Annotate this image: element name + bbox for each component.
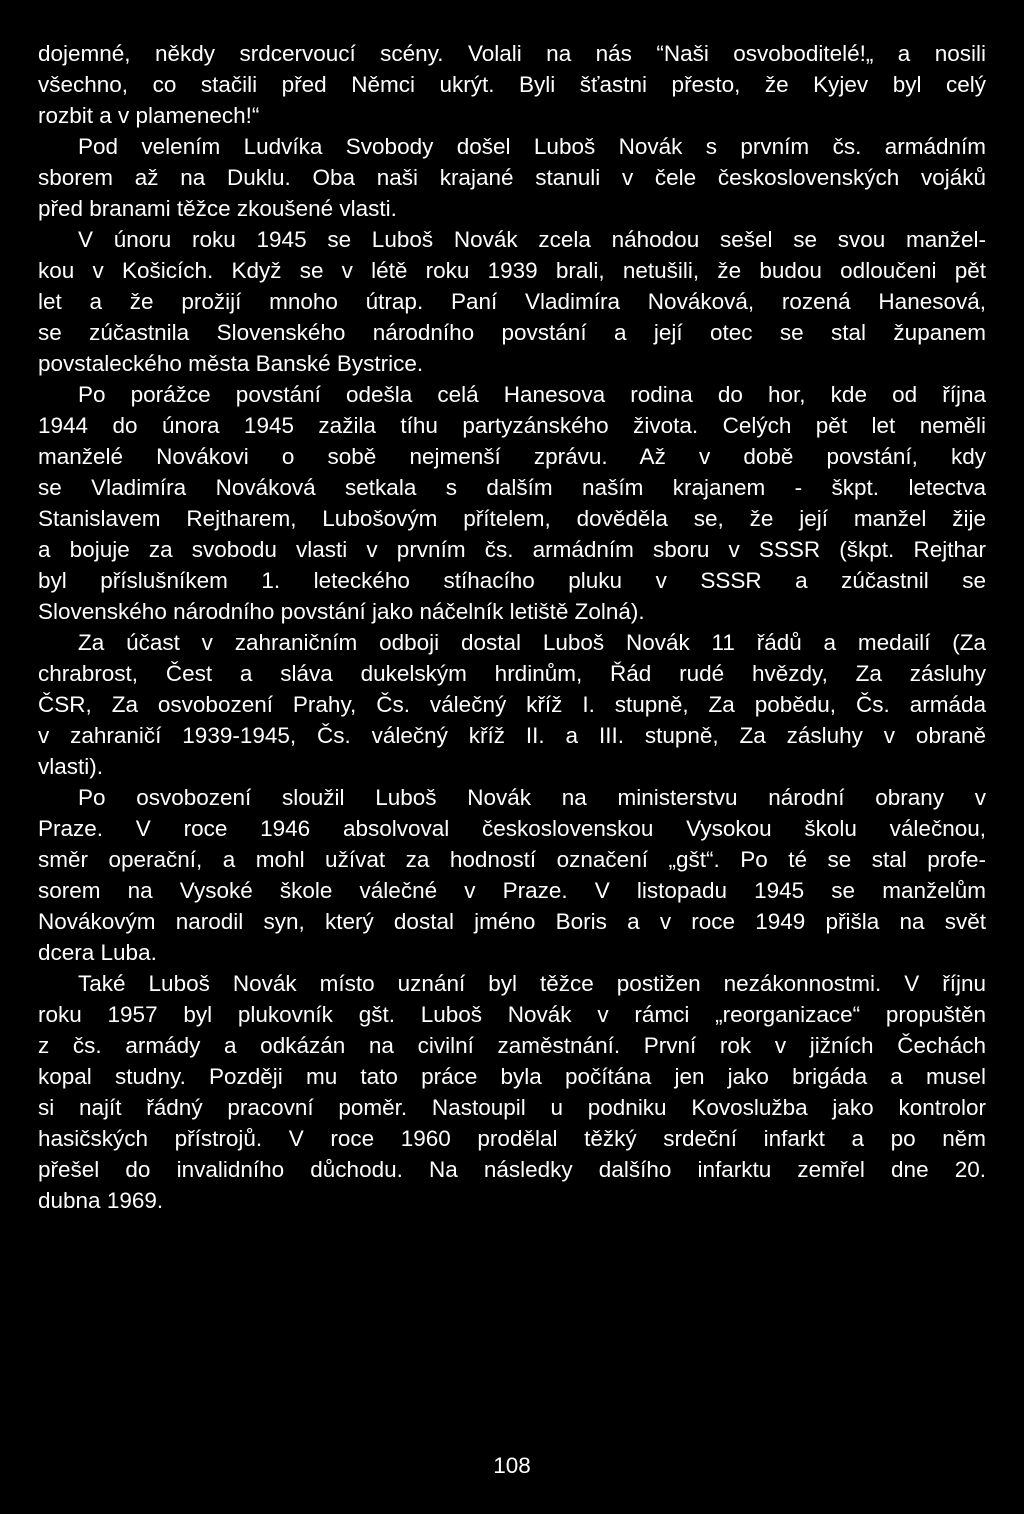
text-line: byl příslušníkem 1. leteckého stíhacího pluku v SSSR a zúčastnil se: [38, 568, 986, 593]
text-line: směr operační, a mohl užívat za hodností označení „gšt“. Po té se stal profe-: [38, 847, 986, 872]
text-line: Za účast v zahraničním odboji dostal Luboš Novák 11 řádů a medailí (Za: [78, 630, 986, 655]
text-line: manželé Novákovi o sobě nejmenší zprávu. Až v době povstání, kdy: [38, 444, 986, 469]
text-line: před branami těžce zkoušené vlasti.: [38, 196, 397, 221]
text-line: se zúčastnila Slovenského národního povstání a její otec se stal županem: [38, 320, 986, 345]
text-line: všechno, co stačili před Němci ukrýt. Byli šťastni přesto, že Kyjev byl celý: [38, 72, 986, 97]
text-line: dcera Luba.: [38, 940, 157, 965]
text-line: V únoru roku 1945 se Luboš Novák zcela náhodou sešel se svou manžel-: [78, 227, 986, 252]
text-line: Stanislavem Rejtharem, Lubošovým přítelem, dověděla se, že její manžel žije: [38, 506, 986, 531]
text-line: 1944 do února 1945 zažila tíhu partyzánského života. Celých pět let neměli: [38, 413, 986, 438]
text-line: si najít řádný pracovní poměr. Nastoupil u podniku Kovoslužba jako kontrolor: [38, 1095, 986, 1120]
page-body-text: [38, 38, 986, 1216]
text-line: dojemné, někdy srdcervoucí scény. Volali na nás “Naši osvoboditelé!„ a nosili: [38, 41, 986, 66]
text-line: přešel do invalidního důchodu. Na následky dalšího infarktu zemřel dne 20.: [38, 1157, 986, 1182]
text-line: Praze. V roce 1946 absolvoval československou Vysokou školu válečnou,: [38, 816, 986, 841]
text-line: Také Luboš Novák místo uznání byl těžce postižen nezákonnostmi. V říjnu: [78, 971, 986, 996]
text-line: Po osvobození sloužil Luboš Novák na ministerstvu národní obrany v: [78, 785, 986, 810]
text-line: let a že prožijí mnoho útrap. Paní Vladimíra Nováková, rozená Hanesová,: [38, 289, 986, 314]
text-line: Pod velením Ludvíka Svobody došel Luboš Novák s prvním čs. armádním: [78, 134, 986, 159]
text-line: chrabrost, Čest a sláva dukelským hrdinům, Řád rudé hvězdy, Za zásluhy: [38, 661, 986, 686]
text-line: Po porážce povstání odešla celá Hanesova rodina do hor, kde od října: [78, 382, 986, 407]
text-line: sorem na Vysoké škole válečné v Praze. V listopadu 1945 se manželům: [38, 878, 986, 903]
text-line: a bojuje za svobodu vlasti v prvním čs. armádním sboru v SSSR (škpt. Rejthar: [38, 537, 986, 562]
text-line: z čs. armády a odkázán na civilní zaměstnání. První rok v jižních Čechách: [38, 1033, 986, 1058]
page-number: 108: [493, 1453, 531, 1478]
text-line: kou v Košicích. Když se v létě roku 1939 brali, netušili, že budou odloučeni pět: [38, 258, 986, 283]
text-line: sborem až na Duklu. Oba naši krajané stanuli v čele československých vojáků: [38, 165, 986, 190]
text-line: Slovenského národního povstání jako náčelník letiště Zolná).: [38, 599, 645, 624]
text-line: roku 1957 byl plukovník gšt. Luboš Novák v rámci „reorganizace“ propuštěn: [38, 1002, 986, 1027]
text-line: povstaleckého města Banské Bystrice.: [38, 351, 424, 376]
text-line: hasičských přístrojů. V roce 1960 prodělal těžký srdeční infarkt a po něm: [38, 1126, 986, 1151]
text-line: se Vladimíra Nováková setkala s dalším naším krajanem - škpt. letectva: [38, 475, 986, 500]
text-line: rozbit a v plamenech!“: [38, 103, 260, 128]
text-line: v zahraničí 1939-1945, Čs. válečný kříž II. a III. stupně, Za zásluhy v obraně: [38, 723, 986, 748]
text-line: vlasti).: [38, 754, 104, 779]
text-line: ČSR, Za osvobození Prahy, Čs. válečný kříž I. stupně, Za pobědu, Čs. armáda: [38, 692, 986, 717]
text-line: Novákovým narodil syn, který dostal jméno Boris a v roce 1949 přišla na svět: [38, 909, 986, 934]
text-line: kopal studny. Později mu tato práce byla počítána jen jako brigáda a musel: [38, 1064, 986, 1089]
text-line: dubna 1969.: [38, 1188, 164, 1213]
